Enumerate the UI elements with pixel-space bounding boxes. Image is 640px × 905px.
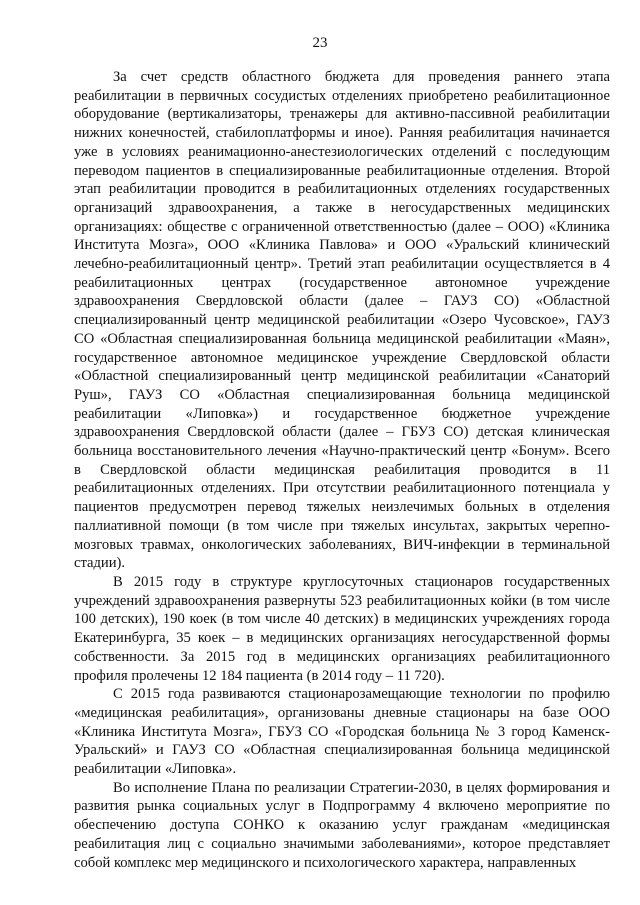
paragraph-rehabilitation-stages: За счет средств областного бюджета для проведения раннего этапа реабилитации в первичных сосудистых отделениях приобретено реабилитационное оборудование (вертикализаторы, тренажеры для активно-пассивной реабилитации нижних конечностей, стабилоплатформы и иное). Ранняя реабилитация начинается уже в условиях реанимационно-анестезиологических отделений с последующим переводом пациентов в специализированные реабилитационные отделения. Второй этап реабилитации проводится в реабилитационных отделениях государственных организаций здравоохранения, а также в негосударственных медицинских организациях: обществе с ограниченной ответственностью (далее – ООО) «Клиника Института Мозга», ООО «Клиника Павлова» и ООО «Уральский клинический лечебно-реабилитационный центр». Третий этап реабилитации осуществляется в 4 реабилитационных центрах (государственное автономное учреждение здравоохранения Свердловской области (далее – ГАУЗ СО) «Областной специализированный центр медицинской реабилитации «Озеро Чусовское», ГАУЗ СО «Областная специализированная больница медицинской реабилитации «Маян», государственное автономное медицинское учреждение Свердловской области «Областной специализированный центр медицинской реабилитации «Санаторий Руш», ГАУЗ СО «Областная специализированная больница медицинской реабилитации «Липовка») и государственное бюджетное учреждение здравоохранения Свердловской области (далее – ГБУЗ СО) детская клиническая больница восстановительного лечения «Научно-практический центр «Бонум». Всего в Свердловской области медицинская реабилитация проводится в 11 реабилитационных отделениях. При отсутствии реабилитационного потенциала у пациентов предусмотрен перевод тяжелых неизлечимых больных в отделения паллиативной помощи (в том числе при тяжелых инсультах, закрытых черепно-мозговых травмах, онкологических заболеваниях, ВИЧ-инфекции в терминальной стадии). <box>74 69 610 572</box>
paragraph-day-hospitals: С 2015 года развиваются стационарозамещающие технологии по профилю «медицинская реабилитация», организованы дневные стационары на базе ООО «Клиника Института Мозга», ГБУЗ СО «Городская больница № 3 город Каменск-Уральский» и ГАУЗ СО «Областная специализированная больница медицинской реабилитации «Липовка». <box>74 686 610 778</box>
paragraph-hospital-beds: В 2015 году в структуре круглосуточных стационаров государственных учреждений здравоохранения развернуты 523 реабилитационных койки (в том числе 100 детских), 190 коек (в том числе 40 детских) в медицинских учреждениях города Екатеринбурга, 35 коек – в медицинских организациях негосударственной формы собственности. За 2015 год в медицинских организациях реабилитационного профиля пролечены 12 184 пациента (в 2014 году – 11 720). <box>74 573 610 684</box>
document-body <box>74 68 610 872</box>
paragraph-strategy-2030: Во исполнение Плана по реализации Стратегии-2030, в целях формирования и развития рынка социальных услуг в Подпрограмму 4 включено мероприятие по обеспечению доступа СОНКО к оказанию услуг гражданам «медицинская реабилитация лиц с социально значимыми заболеваниями», которое представляет собой комплекс мер медицинского и психологического характера, направленных <box>74 779 610 871</box>
page-number: 23 <box>312 35 328 51</box>
